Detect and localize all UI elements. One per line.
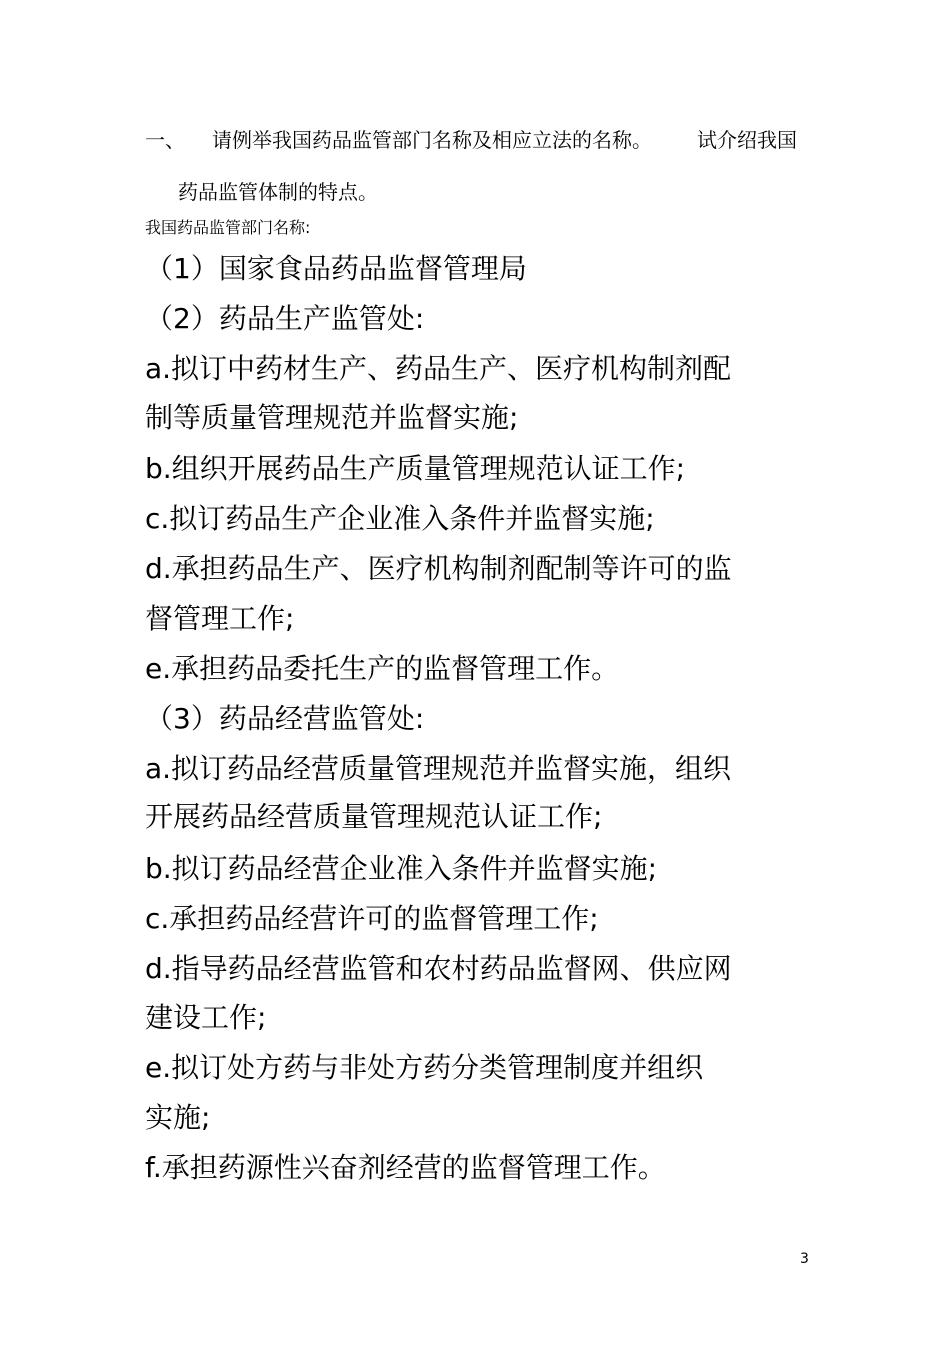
- body-line: d.承担药品生产、医疗机构制剂配制等许可的监: [145, 552, 732, 585]
- body-line: b.组织开展药品生产质量管理规范认证工作;: [145, 452, 686, 485]
- body-line: 实施;: [145, 1101, 211, 1134]
- body-line: f.承担药源性兴奋剂经营的监督管理工作。: [145, 1151, 666, 1184]
- body-line: b.拟订药品经营企业准入条件并监督实施;: [145, 852, 658, 885]
- body-line: a.拟订药品经营质量管理规范并监督实施，组织: [145, 752, 732, 785]
- body-line: （2）药品生产监管处:: [145, 302, 425, 335]
- body-line: e.承担药品委托生产的监督管理工作。: [145, 652, 620, 685]
- body-line: 开展药品经营质量管理规范认证工作;: [145, 800, 603, 833]
- question-number: 一、: [145, 128, 185, 152]
- question-text-part1: 请例举我国药品监管部门名称及相应立法的名称。: [212, 128, 652, 152]
- body-line: a.拟订中药材生产、药品生产、医疗机构制剂配: [145, 352, 732, 385]
- body-line: e.拟订处方药与非处方药分类管理制度并组织: [145, 1051, 704, 1084]
- body-line: 督管理工作;: [145, 602, 295, 635]
- body-line: d.指导药品经营监管和农村药品监督网、供应网: [145, 952, 732, 985]
- subheading: 我国药品监管部门名称:: [145, 218, 311, 237]
- body-line: 建设工作;: [145, 1001, 267, 1034]
- body-line: c.拟订药品生产企业准入条件并监督实施;: [145, 502, 655, 535]
- body-line: c.承担药品经营许可的监督管理工作;: [145, 902, 599, 935]
- page-number: 3: [800, 1251, 809, 1267]
- question-text-part2: 试介绍我国: [697, 128, 797, 152]
- body-line: （1）国家食品药品监督管理局: [145, 252, 527, 285]
- body-line: （3）药品经营监管处:: [145, 702, 425, 735]
- body-line: 制等质量管理规范并监督实施;: [145, 401, 519, 434]
- question-text-continuation: 药品监管体制的特点。: [178, 180, 378, 204]
